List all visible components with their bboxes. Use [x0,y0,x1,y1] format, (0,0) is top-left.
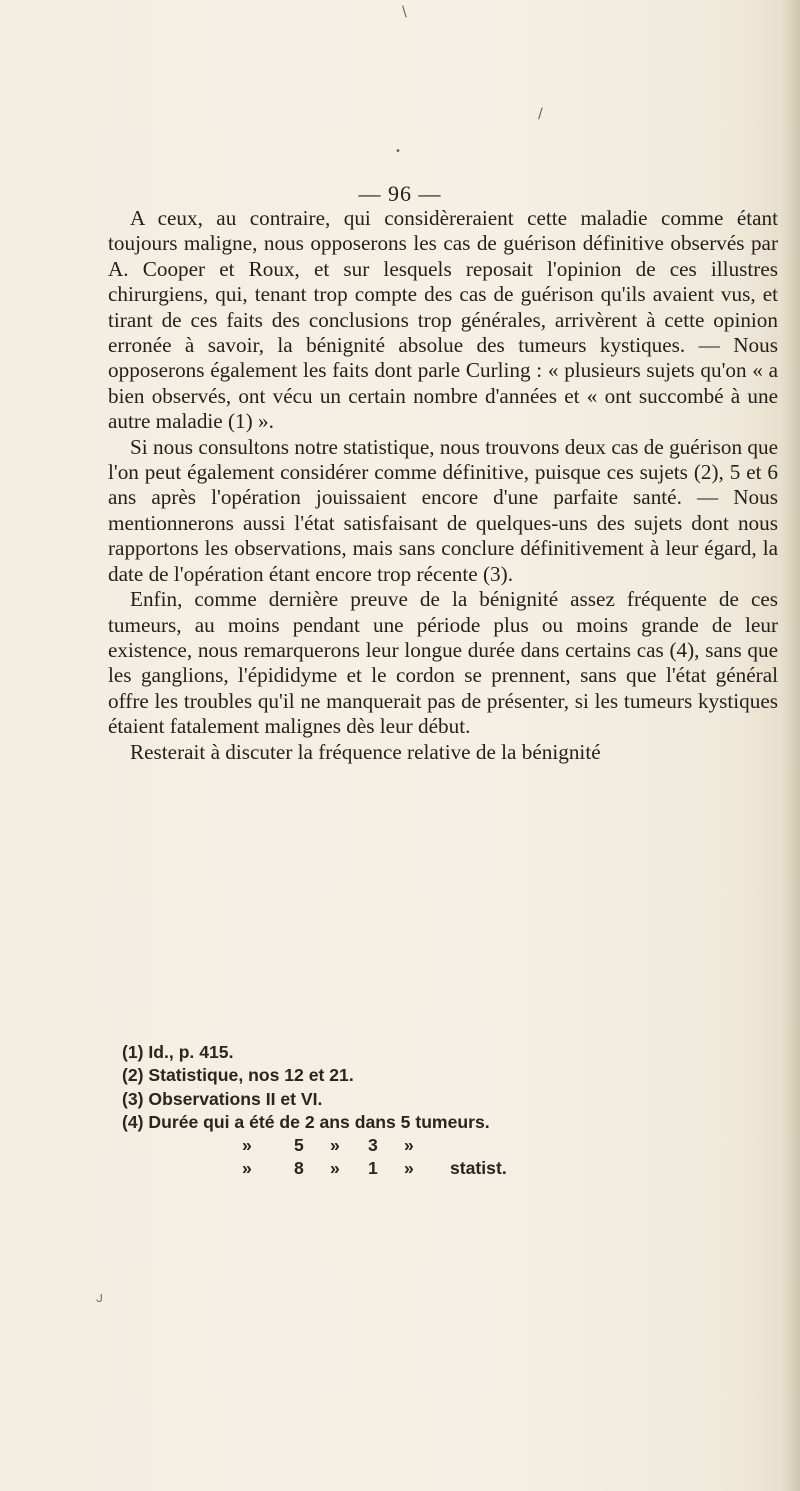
scan-mark-top-right: / [538,106,543,122]
page-number: — 96 — [358,181,442,206]
body-text [108,206,778,765]
ditto-count: 1 [368,1158,378,1179]
footnote-4-continuation-2 [122,1157,742,1180]
ditto-mark: » [330,1135,340,1156]
ditto-mark: » [242,1135,252,1156]
ditto-years: 5 [294,1135,304,1156]
paragraph-3: Enfin, comme dernière preuve de la bénignité assez fréquente de ces tumeurs, au moins pendant une période plus ou moins grande de leur existence, nous remarquerons leur longue durée dans certains cas (4), sans que les ganglions, l'épididyme et le cordon se prennent, sans que l'état général offre les troubles qu'il ne manquerait pas de présenter, si les tumeurs kystiques étaient fatalement malignes dès leur début. [108,587,778,739]
paragraph-1: A ceux, au contraire, qui considèreraient cette maladie comme étant toujours maligne, nous opposerons les cas de guérison définitive observés par A. Cooper et Roux, et sur lesquels reposait l'opinion de ces illustres chirurgiens, qui, tenant trop compte des cas de guérison qu'ils avaient vus, et tirant de ces faits des conclusions trop générales, arrivèrent à cette opinion erronée à savoir, la bénignité absolue des tumeurs kystiques. — Nous opposerons également les faits dont parle Curling : « plusieurs sujets qu'on « a bien observés, ont vécu un certain nombre d'années et « ont succombé à une autre maladie (1) ». [108,206,778,434]
footnote-2: (2) Statistique, nos 12 et 21. [122,1065,354,1086]
ditto-mark: » [330,1158,340,1179]
scan-mark-bottom: ᒍ [96,1292,103,1305]
ditto-mark: » [404,1158,414,1179]
footnote-1: (1) Id., p. 415. [122,1042,234,1062]
ditto-years: 8 [294,1158,304,1179]
footnotes [122,1041,742,1181]
footnote-4: (4) Durée qui a été de 2 ans dans 5 tumeurs. [122,1111,490,1132]
scan-mark-top-left: \ [402,4,407,20]
footnote-4-continuation-1 [122,1134,742,1157]
ditto-count: 3 [368,1135,378,1156]
scan-mark-dot: • [395,146,401,157]
page-edge-shadow [782,0,800,1491]
paragraph-2: Si nous consultons notre statistique, nous trouvons deux cas de guérison que l'on peut également considérer comme définitive, puisque ces sujets (2), 5 et 6 ans après l'opération jouissaient encore d'une parfaite santé. — Nous mentionnerons aussi l'état satisfaisant de quelques-uns des sujets dont nous rapportons les observations, mais sans conclure définitivement à leur égard, la date de l'opération étant encore trop récente (3). [108,434,778,586]
ditto-note: statist. [450,1158,507,1179]
footnote-3: (3) Observations II et VI. [122,1088,323,1109]
ditto-mark: » [242,1158,252,1179]
ditto-mark: » [404,1135,414,1156]
paragraph-4: Resterait à discuter la fréquence relative de la bénignité [130,739,601,764]
